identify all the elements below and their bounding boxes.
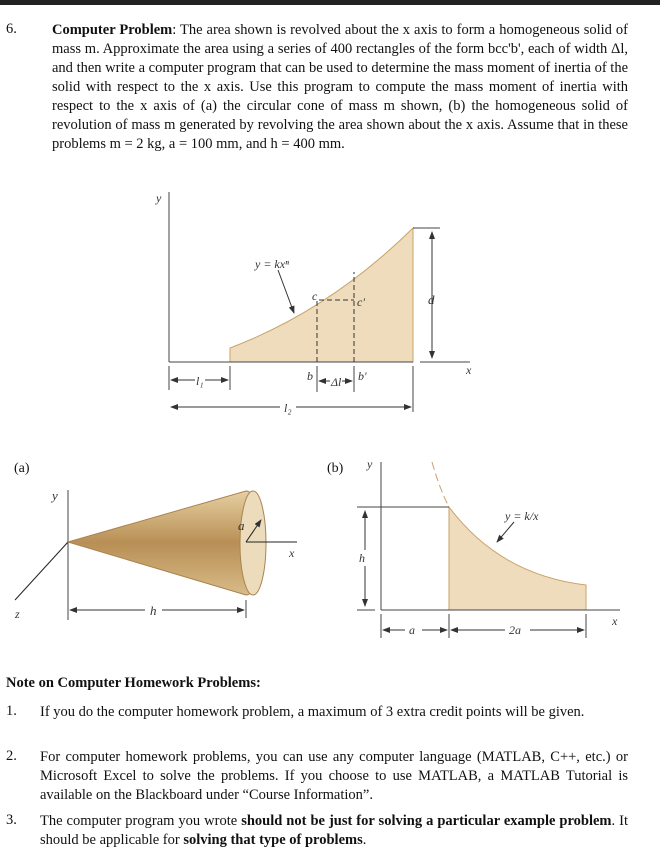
y-axis-label: y bbox=[156, 191, 162, 205]
b-y-label: y bbox=[367, 457, 373, 471]
l2-label: l₂ bbox=[284, 401, 292, 415]
note-bold: solving that type of problems bbox=[183, 832, 363, 848]
a-radius-label: a bbox=[238, 518, 245, 533]
figure-b bbox=[327, 457, 620, 638]
a-y-label: y bbox=[52, 488, 58, 503]
figure-a bbox=[14, 461, 297, 621]
b-a-label: a bbox=[409, 623, 415, 637]
l1-label: l₁ bbox=[196, 374, 204, 388]
shaded-area bbox=[230, 228, 413, 362]
figure-b-label: (b) bbox=[327, 461, 344, 476]
b-h-label: h bbox=[359, 551, 365, 565]
note-bold: should not be just for solving a particular example problem bbox=[241, 813, 612, 829]
problem-number: 6. bbox=[6, 21, 17, 37]
notes-title: Note on Computer Homework Problems: bbox=[6, 675, 261, 691]
note-item bbox=[40, 812, 628, 850]
note-number: 3. bbox=[6, 812, 17, 828]
note-text: . It should be applicable for bbox=[40, 813, 628, 848]
note-number: 1. bbox=[6, 703, 17, 719]
note-text: The computer program you wrote bbox=[40, 813, 242, 829]
x-axis-label: x bbox=[466, 363, 472, 377]
d-label: d bbox=[428, 292, 435, 307]
a-x-label: x bbox=[289, 546, 295, 560]
problem-text: The area shown is revolved about the x axis to form a homogeneous solid of mass m. Approximate the area using a series of 400 rectangles of the form bcc'b', each of width Δl, and then write a computer program that can be used to determine the mass moment of inertia of the solid with respect to the x axis. Use this program to compute the mass moment of inertia with respect to the x axis of (a) the circular cone of mass m shown, (b) the homogeneous solid of revolution of mass m generated by revolving the area shown about the x axis. Assume that in these problems m = 2 kg, a = 100 mm, and h = 400 mm. bbox=[52, 22, 628, 152]
curve-label: y = kxⁿ bbox=[255, 257, 289, 271]
note-item: For computer homework problems, you can use any computer language (MATLAB, C++, etc.) or Microsoft Excel to solve the problems. If you choose to use MATLAB, a MATLAB Tutorial is available on the Blackboard under “Course Information”. bbox=[40, 749, 628, 803]
b-curve-label: y = k/x bbox=[505, 509, 539, 523]
delta-l-label: Δl bbox=[331, 375, 342, 389]
a-z-label: z bbox=[15, 607, 20, 621]
problem-statement: Computer Problem: The area shown is revolved about the x axis to form a homogeneous solid of mass m. Approximate the area using a series of 400 rectangles of the form bcc'b', each of width Δl, and then write a computer program that can be used to determine the mass moment of inertia of the solid with respect to the x axis. Use this program to compute the mass moment of inertia with respect to the x axis of (a) the circular cone of mass m shown, (b) the homogeneous solid of revolution of mass m generated by revolving the area shown about the x axis. Assume that in these problems m = 2 kg, a = 100 mm, and h = 400 mm. bbox=[52, 22, 628, 152]
figure-a-label: (a) bbox=[14, 461, 30, 476]
point-c-prime: c' bbox=[357, 295, 365, 309]
point-b: b bbox=[307, 369, 313, 383]
a-h-label: h bbox=[150, 603, 157, 618]
problem-title: Computer Problem bbox=[52, 22, 173, 38]
point-b-prime: b' bbox=[358, 369, 367, 383]
figure-top bbox=[155, 191, 472, 415]
b-2a-label: 2a bbox=[509, 623, 521, 637]
note-number: 2. bbox=[6, 748, 17, 764]
point-c: c bbox=[312, 289, 318, 303]
cone bbox=[68, 491, 262, 595]
note-text: . bbox=[362, 832, 367, 848]
b-x-label: x bbox=[612, 614, 618, 628]
note-item: If you do the computer homework problem, a maximum of 3 extra credit points will be given. bbox=[40, 704, 585, 720]
